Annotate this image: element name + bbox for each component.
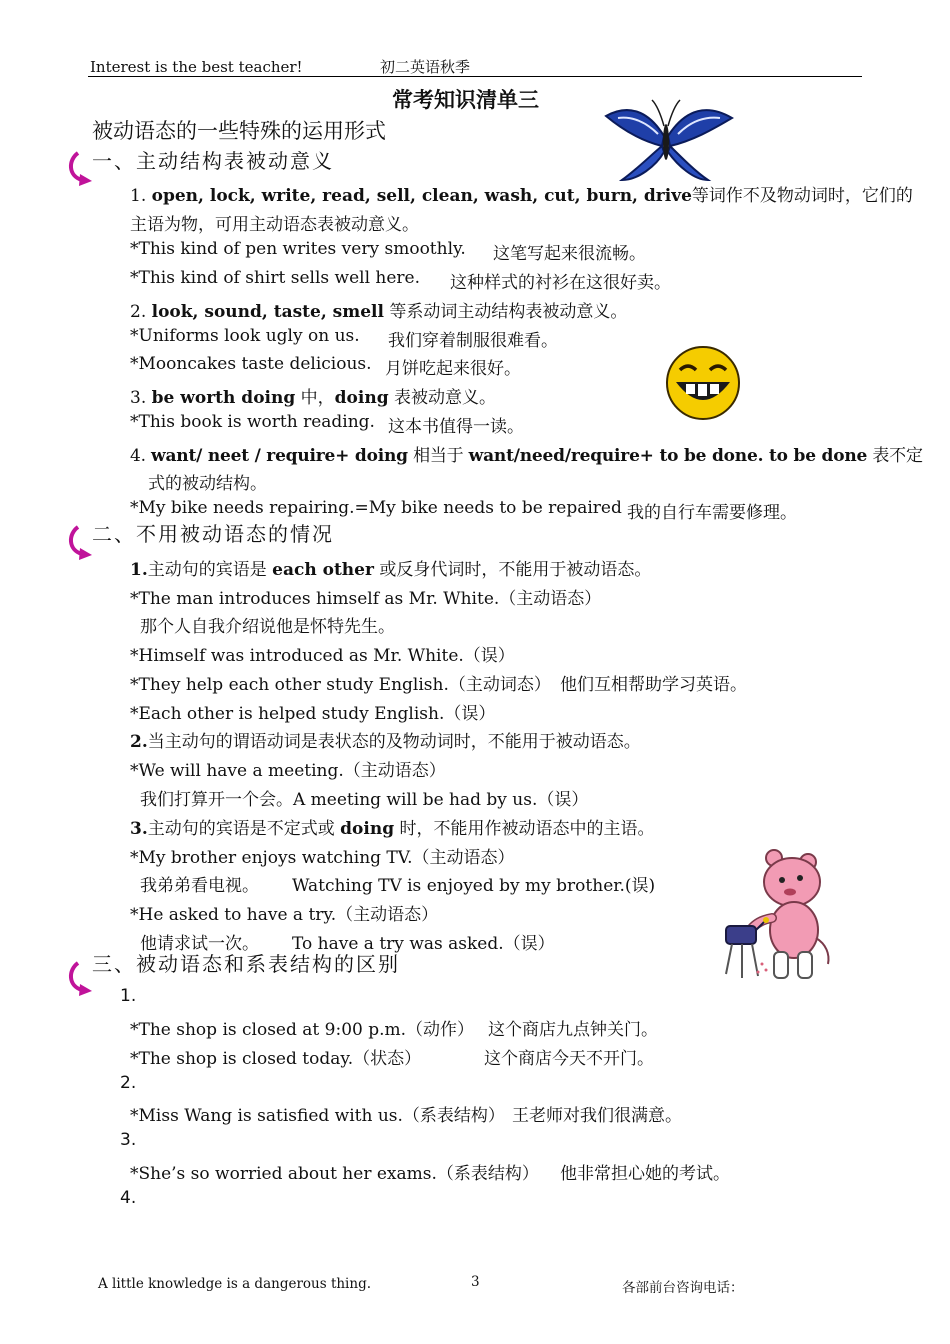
example-zh: 我的自行车需要修理。 — [627, 503, 797, 523]
example-en: *He asked to have a try.（主动语态） — [130, 905, 439, 925]
example-en: *The man introduces himself as Mr. White.（主动语态） — [130, 589, 602, 609]
example-en: *This book is worth reading. — [130, 412, 375, 432]
page-title: 常考知识清单三 — [392, 87, 539, 112]
example-en: *They help each other study English.（主动词态） — [130, 675, 551, 695]
s1-point-1-cont: 主语为物，可用主动语态表被动意义。 — [130, 215, 419, 235]
example-zh: 我弟弟看电视。 — [140, 876, 259, 896]
smiley-face-icon — [664, 344, 742, 422]
header-motto: Interest is the best teacher! — [90, 58, 303, 76]
example-en: *The shop is closed at 9:00 p.m.（动作） — [130, 1020, 475, 1040]
page-number: 3 — [471, 1274, 480, 1290]
example-en: *The shop is closed today.（状态） — [130, 1049, 422, 1069]
example-zh: 那个人自我介绍说他是怀特先生。 — [140, 617, 395, 637]
s2-point-3: 3.主动句的宾语是不定式或 doing 时，不能用作被动语态中的主语。 — [130, 819, 655, 839]
s3-number-2: 2. — [120, 1073, 137, 1093]
s1-point-1: 1. open, lock, write, read, sell, clean, wash, cut, burn, drive等词作不及物动词时，它们的 — [130, 186, 913, 206]
header-rule — [88, 76, 862, 77]
s3-number-4: 4. — [120, 1188, 137, 1208]
s1-point-3: 3. be worth doing 中，doing 表被动意义。 — [130, 388, 496, 408]
example-en: *My brother enjoys watching TV.（主动语态） — [130, 848, 515, 868]
example-zh: 这笔写起来很流畅。 — [493, 244, 646, 264]
section-heading-1: 一、主动结构表被动意义 — [92, 149, 334, 173]
s1-point-2: 2. look, sound, taste, smell 等系动词主动结构表被动意义。 — [130, 302, 628, 322]
example-zh: 王老师对我们很满意。 — [512, 1106, 682, 1126]
s2-point-1: 1.主动句的宾语是 each other 或反身代词时，不能用于被动语态。 — [130, 560, 652, 580]
example-zh: 这个商店九点钟关门。 — [488, 1020, 658, 1040]
example-en: To have a try was asked.（误） — [292, 934, 555, 954]
example-zh: 他非常担心她的考试。 — [560, 1164, 730, 1184]
example-zh: 我们打算开一个会。A meeting will be had by us.（误） — [140, 790, 589, 810]
s2-point-2: 2.当主动句的谓语动词是表状态的及物动词时，不能用于被动语态。 — [130, 732, 641, 752]
example-zh: 这本书值得一读。 — [388, 417, 524, 437]
footer-quote: A little knowledge is a dangerous thing. — [98, 1276, 372, 1292]
s3-number-1: 1. — [120, 986, 137, 1006]
section-heading-2: 二、不用被动语态的情况 — [92, 522, 334, 546]
footer-contact: 各部前台咨询电话： — [622, 1280, 744, 1296]
example-en: *Miss Wang is satisfied with us.（系表结构） — [130, 1106, 505, 1126]
example-zh: 这种样式的衬衫在这很好卖。 — [450, 273, 671, 293]
example-en: *Mooncakes taste delicious. — [130, 354, 372, 374]
section-heading-3: 三、被动语态和系表结构的区别 — [92, 952, 400, 976]
example-en: *Each other is helped study English.（误） — [130, 704, 496, 724]
example-en: Watching TV is enjoyed by my brother.(误) — [292, 876, 656, 896]
example-en: *We will have a meeting.（主动语态） — [130, 761, 446, 781]
example-en: *Himself was introduced as Mr. White.（误） — [130, 646, 515, 666]
example-zh: 月饼吃起来很好。 — [385, 359, 521, 379]
page-subtitle: 被动语态的一些特殊的运用形式 — [92, 119, 386, 143]
example-en: *This kind of pen writes very smoothly. — [130, 239, 466, 259]
example-zh: 他们互相帮助学习英语。 — [560, 675, 747, 695]
example-en: *Uniforms look ugly on us. — [130, 326, 360, 346]
example-zh: 我们穿着制服很难看。 — [388, 331, 558, 351]
example-en: *This kind of shirt sells well here. — [130, 268, 421, 288]
s3-number-3: 3. — [120, 1130, 137, 1150]
example-zh: 这个商店今天不开门。 — [484, 1049, 654, 1069]
header-course: 初二英语秋季 — [380, 58, 471, 76]
example-en: *She’s so worried about her exams.（系表结构） — [130, 1164, 539, 1184]
s1-point-4: 4. want/ neet / require+ doing 相当于 want/need/require+ to be done. to be done 表不定 — [130, 446, 923, 466]
example-en: *My bike needs repairing.=My bike needs to be repaired — [130, 498, 622, 518]
butterfly-icon — [598, 96, 736, 186]
pink-bear-icon — [712, 848, 838, 984]
s1-point-4-cont: 式的被动结构。 — [148, 474, 267, 494]
example-zh: 他请求试一次。 — [140, 934, 259, 954]
